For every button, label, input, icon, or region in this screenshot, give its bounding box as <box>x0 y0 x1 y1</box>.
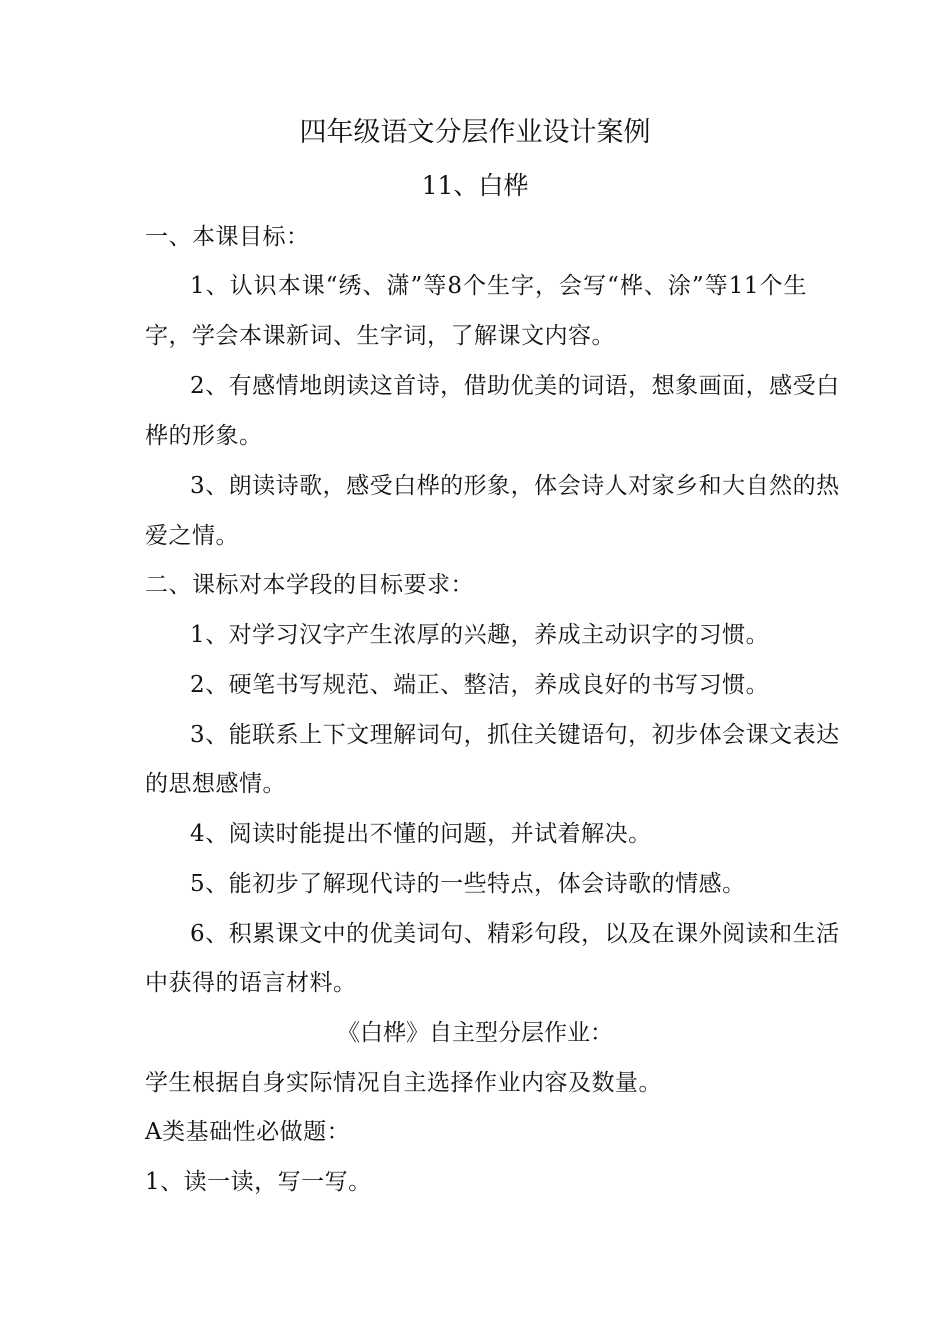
goal-item-2-line1: 2、有感情地朗读这首诗，借助优美的词语，想象画面，感受白 <box>190 373 840 399</box>
homework-category-a: A类基础性必做题： <box>145 1119 351 1145</box>
homework-heading: 《白桦》自主型分层作业： <box>337 1020 613 1046</box>
standard-item-5: 5、能初步了解现代诗的一些特点，体会诗歌的情感。 <box>190 871 746 897</box>
goal-item-1-line1: 1、认识本课“绣、潇”等8个生字，会写“桦、涂”等11个生 <box>190 273 807 299</box>
standard-item-1: 1、对学习汉字产生浓厚的兴趣，养成主动识字的习惯。 <box>190 622 770 648</box>
standard-item-3-line1: 3、能联系上下文理解词句，抓住关键语句，初步体会课文表达 <box>190 722 840 748</box>
standard-item-6-line1: 6、积累课文中的优美词句、精彩句段，以及在课外阅读和生活 <box>190 921 840 947</box>
goal-item-3-line2: 爱之情。 <box>145 523 239 549</box>
goal-item-2-line2: 桦的形象。 <box>145 423 263 449</box>
section-heading-goals: 一、本课目标： <box>145 224 310 250</box>
lesson-title: 11、白桦 <box>421 171 529 200</box>
goal-item-3-line1: 3、朗读诗歌，感受白桦的形象，体会诗人对家乡和大自然的热 <box>190 473 840 499</box>
section-heading-standards: 二、课标对本学段的目标要求： <box>145 572 474 598</box>
document-title: 四年级语文分层作业设计案例 <box>299 117 651 148</box>
goal-item-1-line2: 字，学会本课新词、生字词，了解课文内容。 <box>145 323 615 349</box>
standard-item-4: 4、阅读时能提出不懂的问题，并试着解决。 <box>190 821 652 847</box>
standard-item-2: 2、硬笔书写规范、端正、整洁，养成良好的书写习惯。 <box>190 672 770 698</box>
homework-intro: 学生根据自身实际情况自主选择作业内容及数量。 <box>145 1070 662 1096</box>
standard-item-6-line2: 中获得的语言材料。 <box>145 970 357 996</box>
standard-item-3-line2: 的思想感情。 <box>145 771 286 797</box>
homework-task-1: 1、读一读，写一写。 <box>145 1169 372 1195</box>
